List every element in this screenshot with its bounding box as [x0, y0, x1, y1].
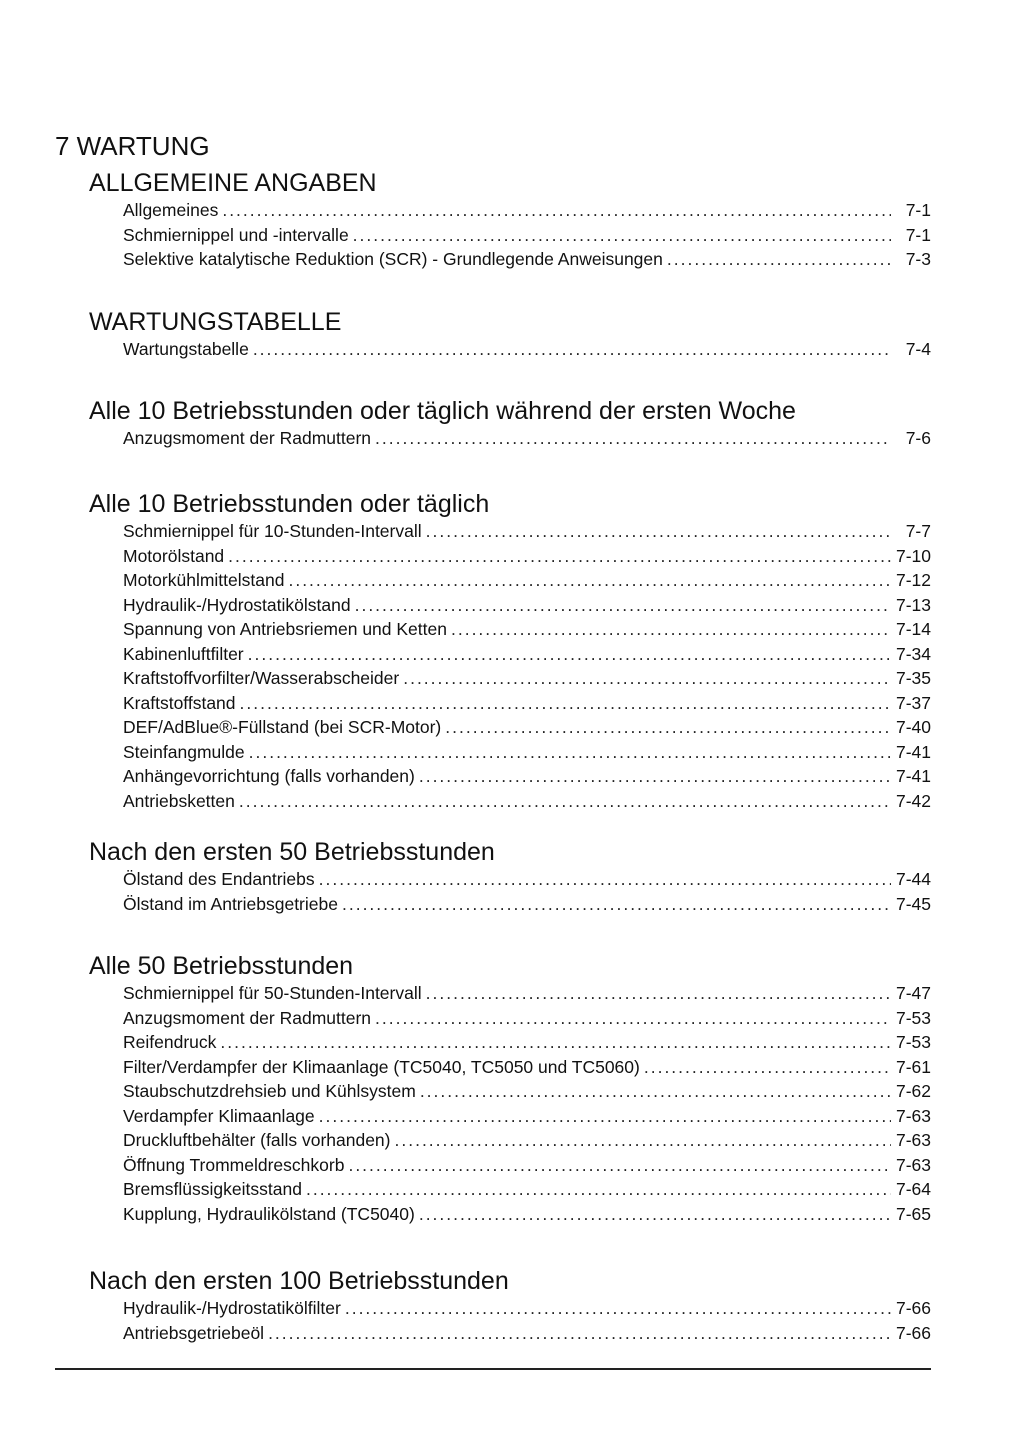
- entry-page: 7-40: [895, 717, 931, 737]
- toc-entry[interactable]: [123, 198, 931, 223]
- entry-page: 7-47: [895, 983, 931, 1003]
- toc-entry[interactable]: [123, 642, 931, 667]
- section-title: ALLGEMEINE ANGABEN: [89, 169, 377, 197]
- entry-label: Ölstand des Endantriebs: [123, 869, 315, 889]
- entry-label: Bremsflüssigkeitsstand: [123, 1179, 302, 1199]
- section-title: Alle 50 Betriebsstunden: [89, 952, 354, 980]
- toc-entry[interactable]: [123, 1128, 931, 1153]
- dot-leader: [426, 981, 891, 1006]
- entry-label: Allgemeines: [123, 200, 219, 220]
- dot-leader: [306, 1177, 891, 1202]
- entry-label: Antriebsgetriebeöl: [123, 1322, 265, 1343]
- entry-label: Hydraulik-/Hydrostatikölstand: [123, 594, 351, 615]
- entry-label: Antriebsketten: [123, 790, 235, 811]
- entry-page: 7-45: [895, 893, 931, 914]
- entry-label: Anhängevorrichtung (falls vorhanden): [123, 766, 415, 786]
- toc-section: [89, 489, 931, 813]
- toc-entry[interactable]: [123, 691, 931, 716]
- toc-entry[interactable]: [123, 789, 931, 814]
- entry-page: 7-65: [895, 1203, 931, 1224]
- entry-page: 7-1: [905, 224, 931, 245]
- entry-page: 7-3: [905, 249, 931, 269]
- dot-leader: [420, 1079, 891, 1104]
- dot-leader: [342, 892, 891, 917]
- toc-entry[interactable]: [123, 544, 931, 569]
- dot-leader: [222, 198, 891, 223]
- entry-page: 7-7: [905, 521, 931, 541]
- toc-entry[interactable]: [123, 715, 931, 740]
- entry-label: Staubschutzdrehsieb und Kühlsystem: [123, 1081, 416, 1101]
- dot-leader: [375, 1006, 891, 1031]
- entry-label: Verdampfer Klimaanlage: [123, 1105, 315, 1126]
- dot-leader: [228, 544, 891, 569]
- dot-leader: [319, 867, 891, 892]
- toc-section: [89, 396, 931, 451]
- toc-entry[interactable]: [123, 1153, 931, 1178]
- dot-leader: [353, 223, 891, 248]
- toc-entry[interactable]: [123, 617, 931, 642]
- section-title: Alle 10 Betriebsstunden oder täglich während der ersten Woche: [89, 397, 796, 425]
- entry-label: Motorkühlmittelstand: [123, 570, 285, 590]
- entry-label: Öffnung Trommeldreschkorb: [123, 1154, 345, 1175]
- entry-page: 7-63: [895, 1105, 931, 1126]
- toc-entry[interactable]: [123, 1296, 931, 1321]
- section-title: Nach den ersten 50 Betriebsstunden: [89, 838, 495, 866]
- toc-entry[interactable]: [123, 426, 931, 451]
- dot-leader: [348, 1153, 891, 1178]
- toc-entry[interactable]: [123, 1202, 931, 1227]
- entry-page: 7-4: [905, 339, 931, 359]
- toc-section: [89, 1266, 931, 1345]
- dot-leader: [403, 666, 891, 691]
- entry-label: Filter/Verdampfer der Klimaanlage (TC5040, TC5050 und TC5060): [123, 1056, 640, 1077]
- entry-label: Anzugsmoment der Radmuttern: [123, 1007, 372, 1028]
- entry-page: 7-63: [895, 1130, 931, 1150]
- entry-page: 7-64: [895, 1179, 931, 1199]
- dot-leader: [644, 1055, 891, 1080]
- entry-page: 7-13: [895, 594, 931, 615]
- toc-entry[interactable]: [123, 981, 931, 1006]
- dot-leader: [239, 789, 891, 814]
- entry-label: Selektive katalytische Reduktion (SCR) - Grundlegende Anweisungen: [123, 249, 663, 269]
- toc-section: [89, 951, 931, 1226]
- dot-leader: [253, 337, 891, 362]
- entry-page: 7-6: [905, 428, 931, 448]
- entry-label: Kabinenluftfilter: [123, 643, 244, 664]
- section-title: Alle 10 Betriebsstunden oder täglich: [89, 490, 490, 518]
- dot-leader: [288, 568, 891, 593]
- entry-page: 7-66: [895, 1298, 931, 1318]
- entry-label: Reifendruck: [123, 1032, 217, 1052]
- entry-page: 7-10: [895, 545, 931, 566]
- dot-leader: [220, 1030, 891, 1055]
- entry-label: Spannung von Antriebsriemen und Ketten: [123, 619, 447, 639]
- entry-page: 7-37: [895, 692, 931, 713]
- entry-label: Hydraulik-/Hydrostatikölfilter: [123, 1298, 341, 1318]
- toc-entry[interactable]: [123, 1321, 931, 1346]
- chapter-title: 7 WARTUNG: [55, 131, 210, 161]
- entry-label: Ölstand im Antriebsgetriebe: [123, 893, 338, 914]
- dot-leader: [419, 764, 891, 789]
- dot-leader: [319, 1104, 891, 1129]
- entry-page: 7-41: [895, 766, 931, 786]
- entry-page: 7-53: [895, 1007, 931, 1028]
- toc-entry[interactable]: [123, 1030, 931, 1055]
- entry-label: Kupplung, Hydraulikölstand (TC5040): [123, 1203, 415, 1224]
- toc-entry[interactable]: [123, 740, 931, 765]
- toc-entry[interactable]: [123, 666, 931, 691]
- toc-entry[interactable]: [123, 593, 931, 618]
- entry-page: 7-1: [905, 200, 931, 220]
- entry-page: 7-12: [895, 570, 931, 590]
- entry-page: 7-35: [895, 668, 931, 688]
- entry-page: 7-53: [895, 1032, 931, 1052]
- toc-entry[interactable]: [123, 1055, 931, 1080]
- entry-label: Anzugsmoment der Radmuttern: [123, 428, 372, 448]
- entry-label: DEF/AdBlue®-Füllstand (bei SCR-Motor): [123, 717, 442, 737]
- dot-leader: [375, 426, 891, 451]
- toc-section: [89, 307, 931, 362]
- toc-entry[interactable]: [123, 1177, 931, 1202]
- section-title: Nach den ersten 100 Betriebsstunden: [89, 1267, 509, 1295]
- toc-entry[interactable]: [123, 1104, 931, 1129]
- section-title: WARTUNGSTABELLE: [89, 308, 342, 336]
- toc-entry[interactable]: [123, 568, 931, 593]
- toc-entry[interactable]: [123, 867, 931, 892]
- dot-leader: [268, 1321, 891, 1346]
- dot-leader: [240, 691, 891, 716]
- toc-entry[interactable]: [123, 1006, 931, 1031]
- entry-page: 7-62: [895, 1081, 931, 1101]
- toc-entry[interactable]: [123, 247, 931, 272]
- toc-section: [89, 837, 931, 916]
- entry-label: Schmiernippel für 10-Stunden-Intervall: [123, 521, 422, 541]
- toc-entry[interactable]: [123, 519, 931, 544]
- footer-rule: [55, 1368, 931, 1370]
- toc-section: [89, 168, 931, 272]
- toc-entry[interactable]: [123, 337, 931, 362]
- dot-leader: [426, 519, 891, 544]
- dot-leader: [667, 247, 891, 272]
- toc-entry[interactable]: [123, 223, 931, 248]
- entry-page: 7-66: [895, 1322, 931, 1343]
- dot-leader: [395, 1128, 892, 1153]
- entry-page: 7-34: [895, 643, 931, 664]
- entry-page: 7-44: [895, 869, 931, 889]
- entry-page: 7-14: [895, 619, 931, 639]
- toc-entry[interactable]: [123, 892, 931, 917]
- dot-leader: [249, 740, 891, 765]
- dot-leader: [355, 593, 891, 618]
- entry-label: Schmiernippel und -intervalle: [123, 224, 349, 245]
- entry-page: 7-63: [895, 1154, 931, 1175]
- toc-entry[interactable]: [123, 1079, 931, 1104]
- entry-page: 7-61: [895, 1056, 931, 1077]
- dot-leader: [451, 617, 891, 642]
- entry-label: Wartungstabelle: [123, 339, 249, 359]
- entry-label: Kraftstoffstand: [123, 692, 236, 713]
- entry-label: Schmiernippel für 50-Stunden-Intervall: [123, 983, 422, 1003]
- dot-leader: [345, 1296, 891, 1321]
- entry-label: Steinfangmulde: [123, 741, 245, 762]
- entry-page: 7-42: [895, 790, 931, 811]
- dot-leader: [248, 642, 891, 667]
- dot-leader: [445, 715, 891, 740]
- dot-leader: [419, 1202, 891, 1227]
- entry-label: Kraftstoffvorfilter/Wasserabscheider: [123, 668, 400, 688]
- entry-page: 7-41: [895, 741, 931, 762]
- entry-label: Druckluftbehälter (falls vorhanden): [123, 1130, 391, 1150]
- toc-entry[interactable]: [123, 764, 931, 789]
- entry-label: Motorölstand: [123, 545, 225, 566]
